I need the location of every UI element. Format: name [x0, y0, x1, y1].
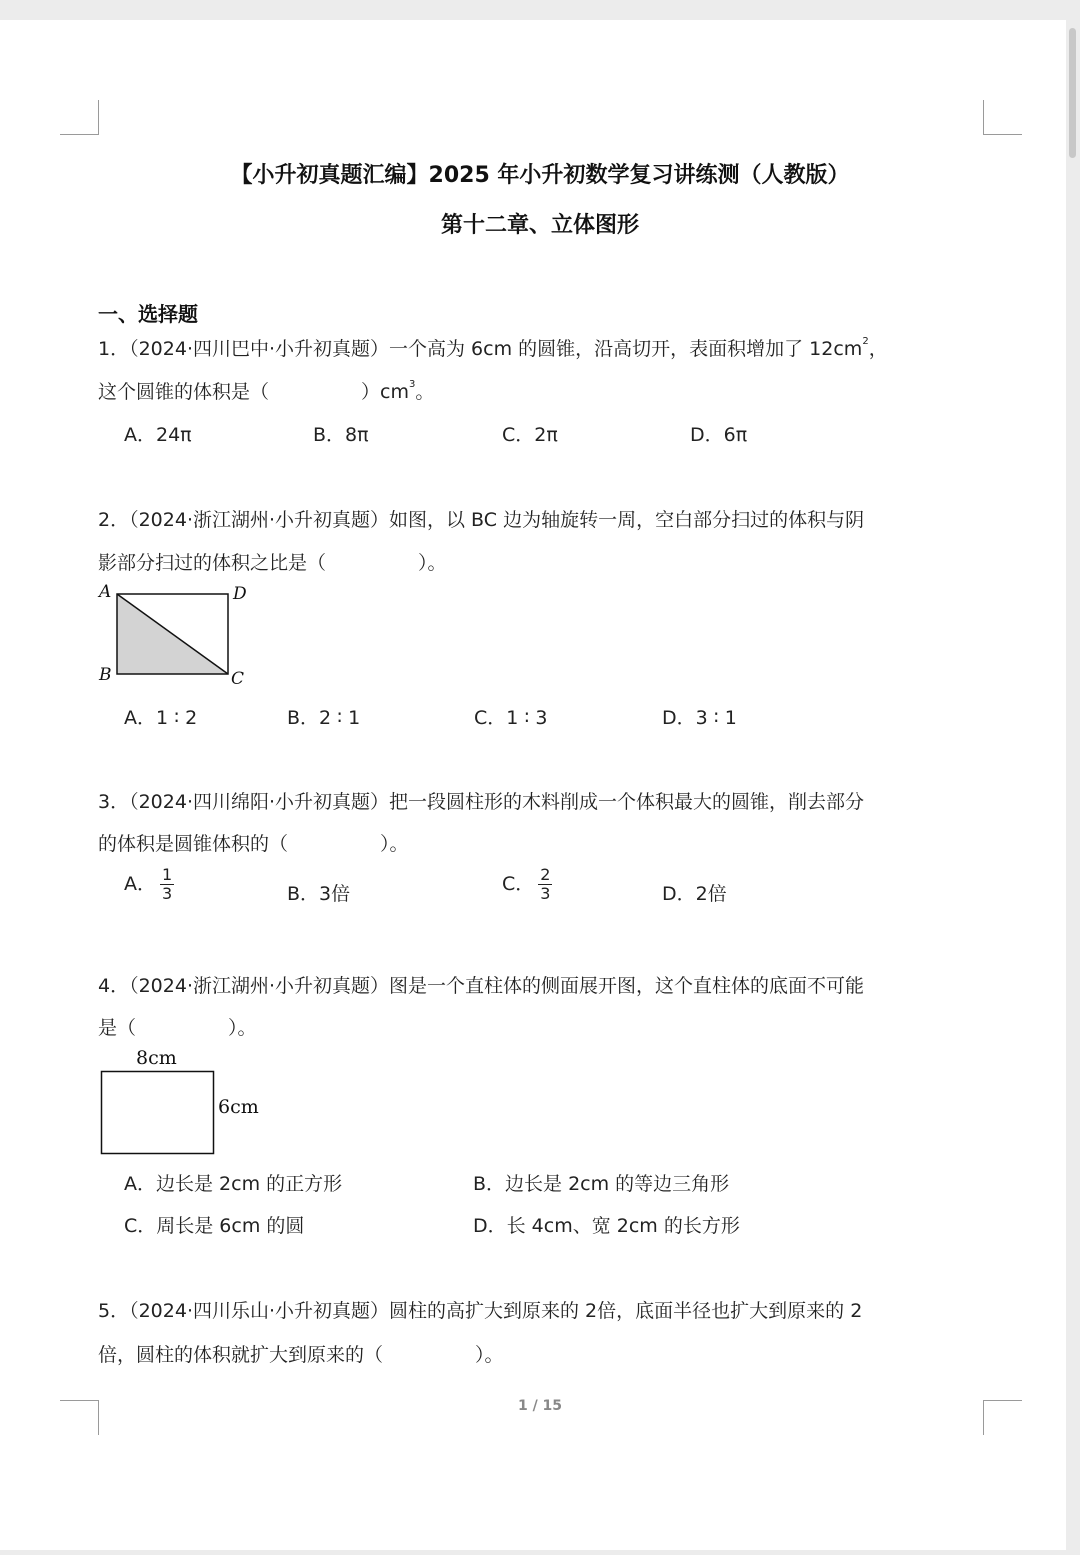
q4-option-d[interactable]: D．长 4cm、宽 2cm 的长方形 — [473, 1215, 740, 1237]
page-corner-mark-top-left — [60, 100, 99, 135]
q2-stem-text-3: ）。 — [418, 552, 447, 574]
q2-option-a[interactable]: A．1 ∶ 2 — [124, 707, 198, 729]
q2-line-1: 2．（2024·浙江湖州·小升初真题）如图，以 BC 边为轴旋转一周，空白部分扫过的体积与阴 — [98, 509, 865, 531]
q4-line-1: 4．（2024·浙江湖州·小升初真题）图是一个直柱体的侧面展开图，这个直柱体的底面不可能 — [98, 975, 865, 997]
q5-line-2 — [98, 1340, 504, 1367]
q2-label-b: B — [99, 665, 112, 685]
q3-option-c-prefix: C． — [502, 873, 535, 895]
q3-option-a-numerator: 1 — [162, 865, 173, 884]
page-corner-mark-top-right — [983, 100, 1022, 135]
q3-option-c-numerator: 2 — [540, 865, 551, 884]
q3-option-b[interactable]: B．3倍 — [287, 883, 351, 905]
q2-option-d[interactable]: D．3 ∶ 1 — [662, 707, 737, 729]
q3-stem-text-3: ）。 — [380, 833, 409, 855]
q4-height-label: 6cm — [218, 1096, 259, 1118]
q2-option-b[interactable]: B．2 ∶ 1 — [287, 707, 361, 729]
q3-option-c-fraction — [538, 866, 552, 903]
q4-option-c[interactable]: C．周长是 6cm 的圆 — [124, 1215, 305, 1237]
q3-option-a-fraction — [160, 866, 174, 903]
q2-label-c: C — [231, 669, 245, 689]
q1-line-2 — [98, 377, 434, 404]
q4-line-2 — [98, 1013, 257, 1040]
q1-option-c[interactable]: C．2π — [502, 424, 558, 446]
q1-superscript-cube: 3 — [408, 379, 416, 390]
q2-label-d: D — [233, 584, 247, 604]
section-heading: 一、选择题 — [98, 302, 198, 326]
chapter-title: 第十二章、立体图形 — [440, 213, 639, 238]
q2-option-c[interactable]: C．1 ∶ 3 — [474, 707, 548, 729]
q1-option-b[interactable]: B．8π — [313, 424, 369, 446]
q3-option-c[interactable] — [502, 866, 552, 903]
document-title: 【小升初真题汇编】2025 年小升初数学复习讲练测（人教版） — [230, 163, 850, 188]
q1-stem-end-2: 。 — [415, 381, 435, 403]
q5-stem-text-2: 倍，圆柱的体积就扩大到原来的（ — [98, 1344, 384, 1366]
vertical-scrollbar-thumb[interactable] — [1069, 28, 1076, 158]
q2-line-2 — [98, 548, 447, 575]
q3-option-a[interactable] — [124, 866, 174, 903]
q1-stem-text-2: 这个圆锥的体积是（ — [98, 381, 270, 403]
q2-stem-text-2: 影部分扫过的体积之比是（ — [98, 552, 327, 574]
q2-label-a: A — [99, 582, 112, 602]
q4-stem-text-2: 是（ — [98, 1017, 137, 1039]
q1-superscript-square: 2 — [862, 336, 869, 347]
q4-rectangle-outline — [102, 1072, 214, 1154]
q3-option-a-prefix: A． — [124, 873, 156, 895]
q3-option-d[interactable]: D．2倍 — [662, 883, 727, 905]
q3-stem-text-2: 的体积是圆锥体积的（ — [98, 833, 289, 855]
q5-line-1: 5．（2024·四川乐山·小升初真题）圆柱的高扩大到原来的 2倍，底面半径也扩大到原来的 2 — [98, 1300, 863, 1322]
q4-option-b[interactable]: B．边长是 2cm 的等边三角形 — [473, 1173, 730, 1195]
q4-width-label: 8cm — [136, 1047, 177, 1069]
q3-option-a-denominator: 3 — [162, 884, 173, 903]
q3-option-c-denominator: 3 — [540, 884, 551, 903]
q1-line-1 — [98, 334, 888, 361]
page-indicator: 1 / 15 — [517, 1398, 563, 1414]
q1-stem-text-3: ）cm — [361, 381, 409, 403]
q1-stem-end: ， — [868, 338, 888, 360]
q3-line-1: 3．（2024·四川绵阳·小升初真题）把一段圆柱形的木料削成一个体积最大的圆锥，削去部分 — [98, 791, 865, 813]
q3-line-2 — [98, 829, 409, 856]
q4-stem-text-3: ）。 — [228, 1017, 257, 1039]
q1-stem-text: 1．（2024·四川巴中·小升初真题）一个高为 6cm 的圆锥，沿高切开，表面积增加了 12cm — [98, 338, 863, 360]
q4-option-a[interactable]: A．边长是 2cm 的正方形 — [124, 1173, 343, 1195]
q1-option-d[interactable]: D．6π — [690, 424, 748, 446]
q1-option-a[interactable]: A．24π — [124, 424, 192, 446]
q5-stem-text-3: ）。 — [475, 1344, 504, 1366]
q4-rectangle-figure — [100, 1070, 216, 1156]
q2-rectangle-figure — [112, 590, 236, 680]
